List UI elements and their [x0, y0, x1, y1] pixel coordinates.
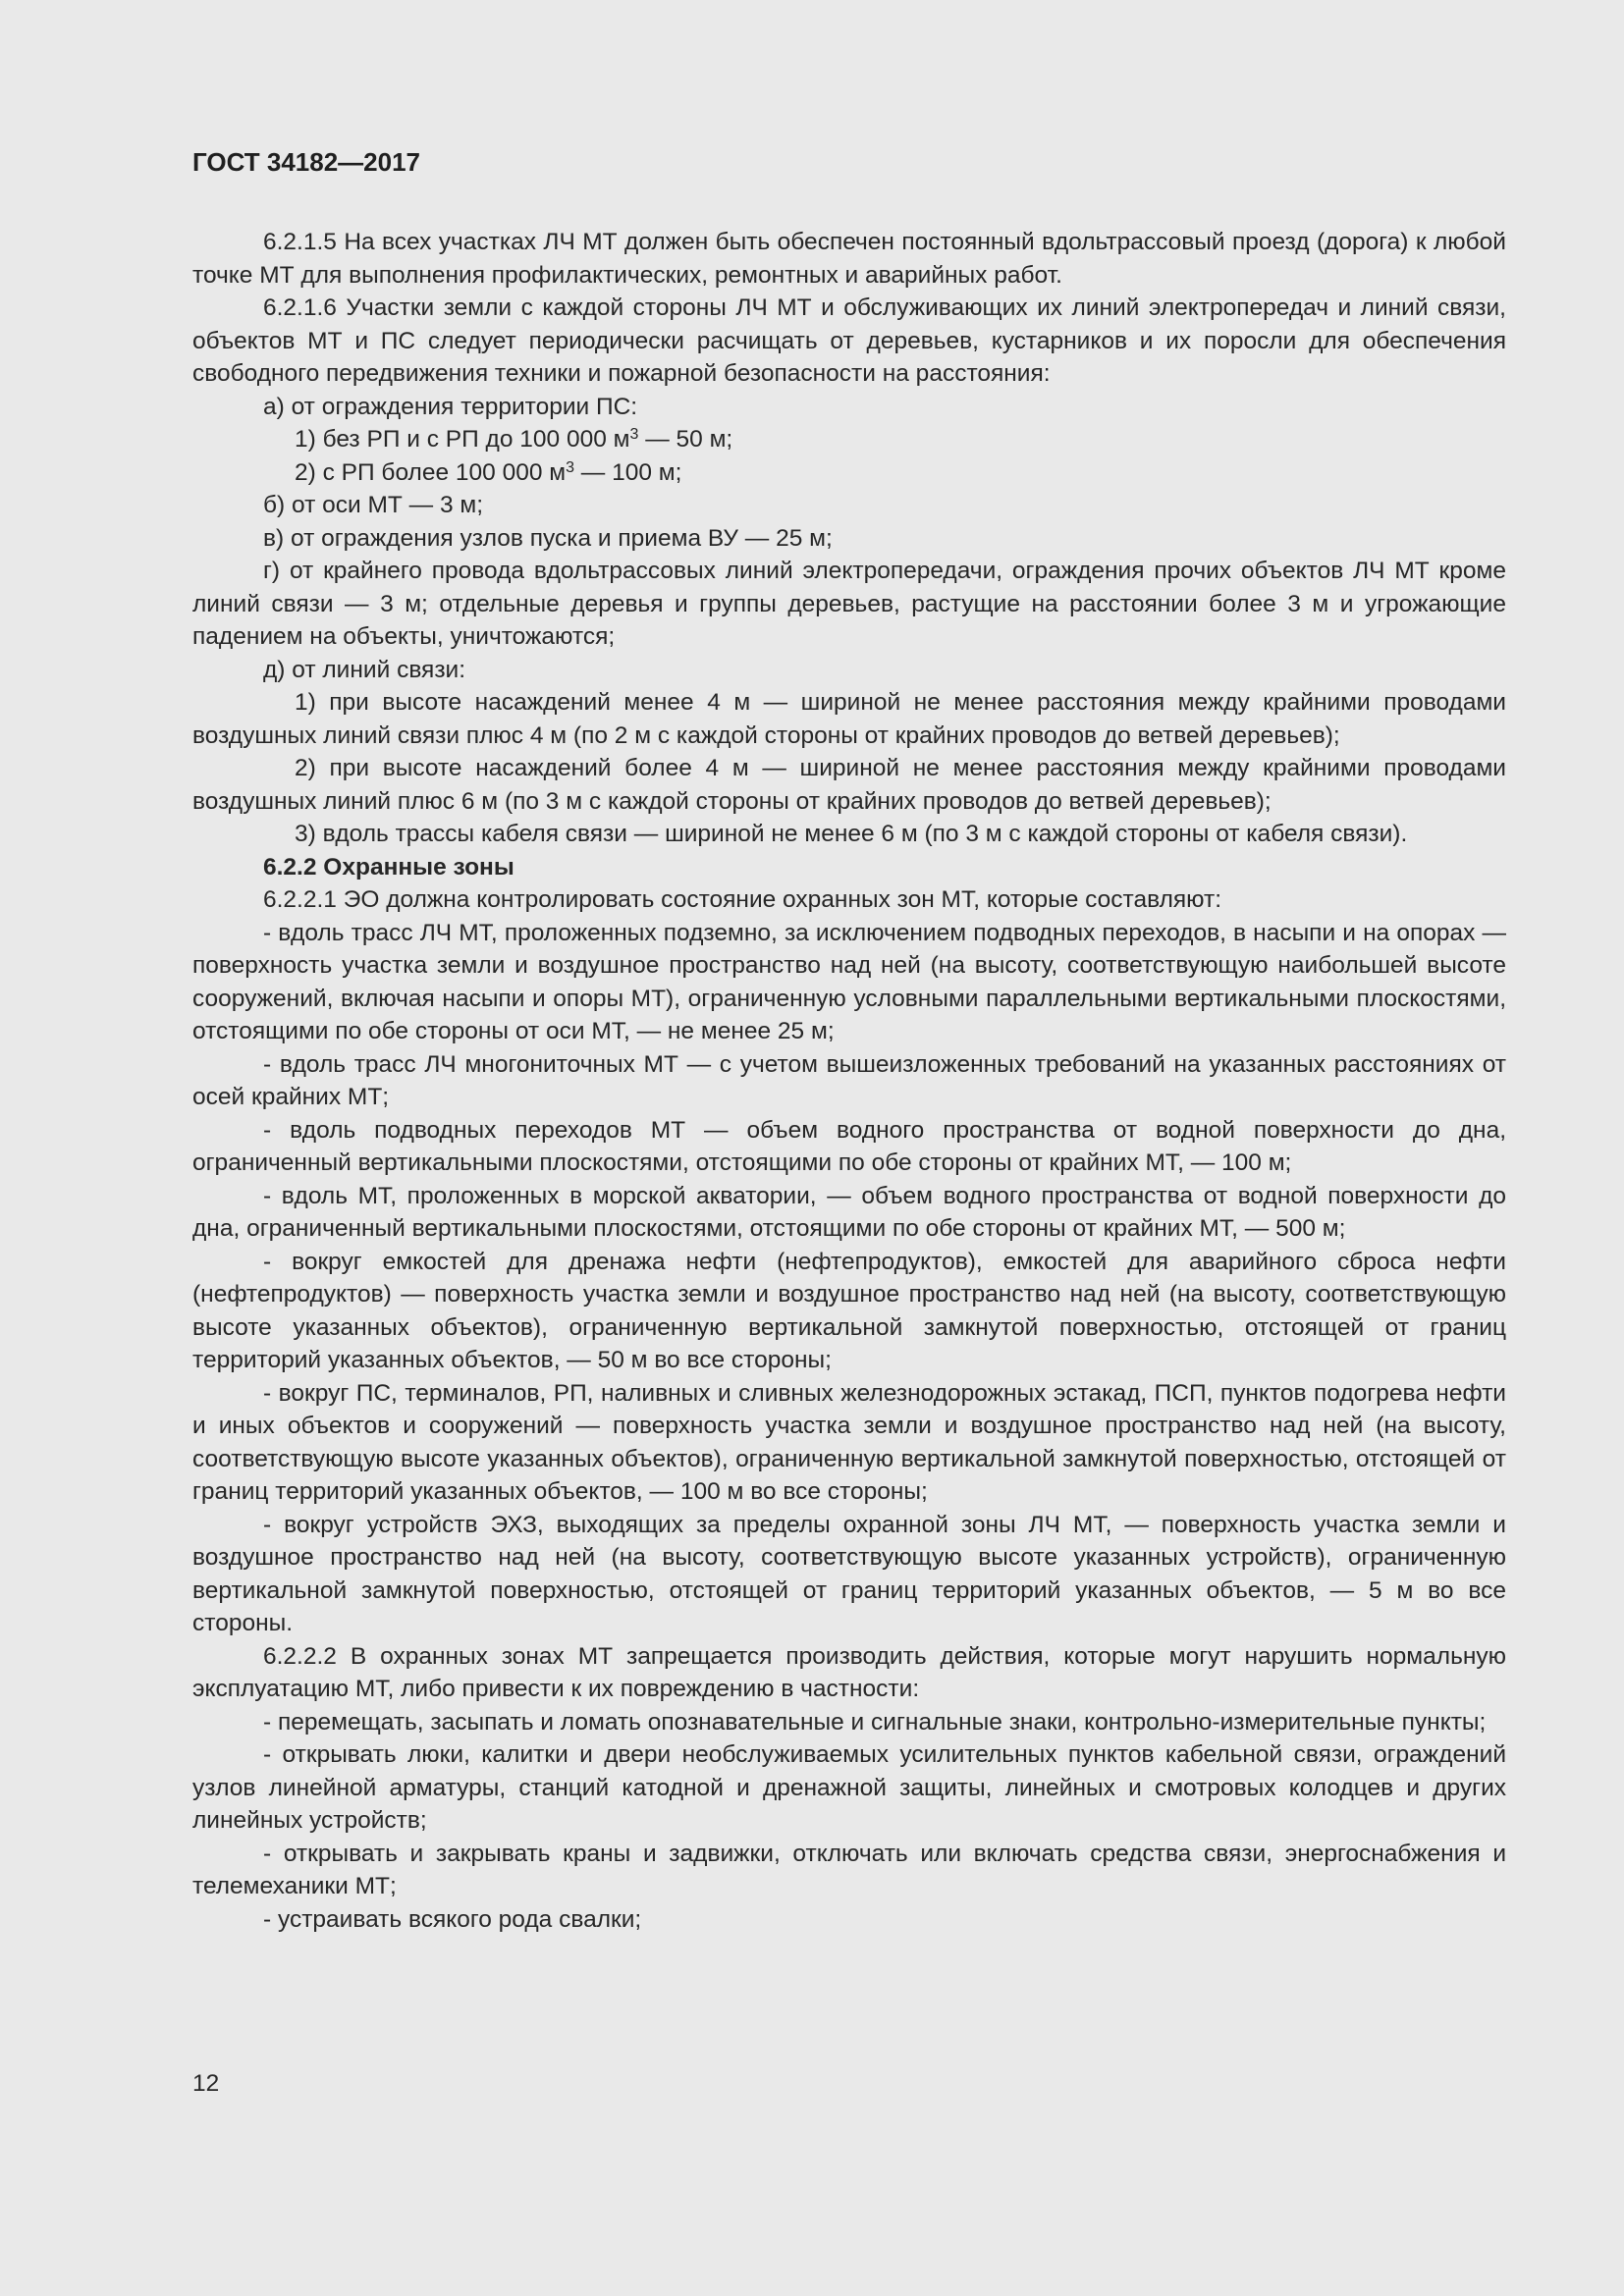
item-v: в) от ограждения узлов пуска и приема ВУ — 25 м; [263, 524, 833, 552]
item-g: г) от крайнего провода вдольтрассовых линий электропередачи, ограждения прочих объектов ЛЧ МТ кроме линий связи — 3 м; отдельные деревья и группы деревьев, растущие на расстоянии более 3 м и угрожающие падением на объекты, уничтожаются; [192, 558, 1506, 650]
zone-item: - вокруг ПС, терминалов, РП, наливных и сливных железнодорожных эстакад, ПСП, пунктов подогрева нефти и иных объектов и сооружений — поверхность участка земли и воздушное пространство над ней (на высоту, соответствующую высоте указанных объектов), ограниченную вертикальной замкнутой поверхностью, отстоящей от границ территорий указанных объектов, — 100 м во все стороны; [192, 1379, 1506, 1505]
zone-item: - вдоль подводных переходов МТ — объем водного пространства от водной поверхности до дна, ограниченный вертикальными плоскостями, отстоящими по обе стороны от крайних МТ, — 100 м; [192, 1116, 1506, 1176]
clause-6-2-2-1: 6.2.2.1 ЭО должна контролировать состояние охранных зон МТ, которые составляют: [263, 886, 1222, 913]
item-d1: 1) при высоте насаждений менее 4 м — шириной не менее расстояния между крайними проводами воздушных линий связи плюс 4 м (по 2 м с каждой стороны от крайних проводов до ветвей деревьев); [192, 689, 1506, 749]
clause-6-2-2-2: 6.2.2.2 В охранных зонах МТ запрещается производить действия, которые могут нарушить нормальную эксплуатацию МТ, либо привести к их повреждению в частности: [192, 1642, 1506, 1702]
zone-item: - вокруг емкостей для дренажа нефти (нефтепродуктов), емкостей для аварийного сброса нефти (нефтепродуктов) — поверхность участка земли и воздушное пространство над ней (на высоту, соответствующую высоте указанных объектов), ограниченную вертикальной замкнутой поверхностью, отстоящей от границ территорий указанных объектов, — 50 м во все стороны; [192, 1248, 1506, 1373]
zone-item: - вокруг устройств ЭХЗ, выходящих за пределы охранной зоны ЛЧ МТ, — поверхность участка земли и воздушное пространство над ней (на высоту, соответствующую высоте указанных устройств), ограниченную вертикальной замкнутой поверхностью, отстоящей от границ территорий указанных объектов, — 5 м во все стороны. [192, 1511, 1506, 1636]
prohibited-item: - открывать и закрывать краны и задвижки, отключать или включать средства связи, энергоснабжения и телемеханики МТ; [192, 1840, 1506, 1899]
section-heading-6-2-2: 6.2.2 Охранные зоны [263, 853, 514, 881]
item-d3: 3) вдоль трассы кабеля связи — шириной не менее 6 м (по 3 м с каждой стороны от кабеля связи). [295, 821, 1408, 847]
page-number: 12 [192, 2070, 220, 2097]
item-a: а) от ограждения территории ПС: [263, 393, 638, 420]
item-d: д) от линий связи: [263, 656, 466, 683]
item-d2: 2) при высоте насаждений более 4 м — шириной не менее расстояния между крайними проводами воздушных линий плюс 6 м (по 3 м с каждой стороны от крайних проводов до ветвей деревьев); [192, 755, 1506, 815]
item-b: б) от оси МТ — 3 м; [263, 492, 484, 518]
document-header: ГОСТ 34182—2017 [192, 147, 420, 177]
prohibited-item: - перемещать, засыпать и ломать опознавательные и сигнальные знаки, контрольно-измерительные пункты; [263, 1708, 1487, 1735]
item-a2: 2) с РП более 100 000 $м^3$ — 100 м; [295, 458, 682, 486]
zone-item: - вдоль трасс ЛЧ МТ, проложенных подземно, за исключением подводных переходов, в насыпи и на опорах — поверхность участка земли и воздушное пространство над ней (на высоту, соответствующую наибольшей высоте сооружений, включая насыпи и опоры МТ), ограниченную условными параллельными вертикальными плоскостями, отстоящими по обе стороны от оси МТ, — не менее 25 м; [192, 919, 1506, 1044]
prohibited-item: - устраивать всякого рода свалки; [263, 1905, 642, 1933]
prohibited-item: - открывать люки, калитки и двери необслуживаемых усилительных пунктов кабельной связи, ограждений узлов линейной арматуры, станций катодной и дренажной защиты, линейных и смотровых колодцев и других линейных устройств; [192, 1741, 1506, 1834]
item-a1: 1) без РП и с РП до 100 000 $м^3$ — 50 м; [295, 426, 733, 453]
document-body [192, 226, 1506, 1936]
clause-6-2-1-5: 6.2.1.5 На всех участках ЛЧ МТ должен быть обеспечен постоянный вдольтрассовый проезд (дорога) к любой точке МТ для выполнения профилактических, ремонтных и аварийных работ. [192, 229, 1506, 289]
clause-6-2-1-6: 6.2.1.6 Участки земли с каждой стороны ЛЧ МТ и обслуживающих их линий электропередач и линий связи, объектов МТ и ПС следует периодически расчищать от деревьев, кустарников и их поросли для обеспечения свободного передвижения техники и пожарной безопасности на расстояния: [192, 294, 1506, 387]
zone-item: - вдоль трасс ЛЧ многониточных МТ — с учетом вышеизложенных требований на указанных расстояниях от осей крайних МТ; [192, 1050, 1506, 1110]
zone-item: - вдоль МТ, проложенных в морской акватории, — объем водного пространства от водной поверхности до дна, ограниченный вертикальными плоскостями, отстоящими по обе стороны от крайних МТ, — 500 м; [192, 1182, 1506, 1242]
